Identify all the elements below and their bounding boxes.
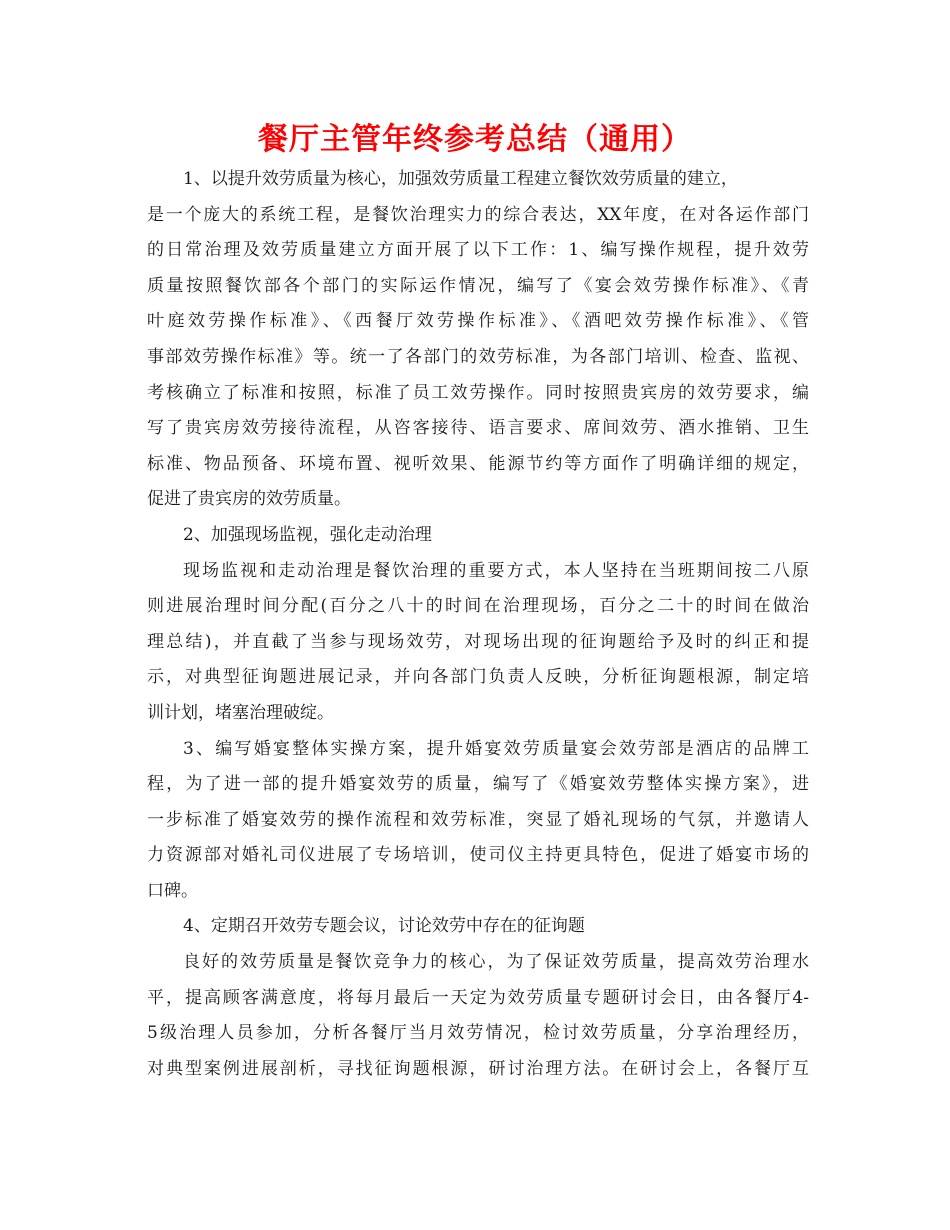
paragraph-line: 对典型案例进展剖析，寻找征询题根源，研讨治理方法。在研讨会上，各餐厅互 [147,1058,809,1079]
paragraph-line: 示，对典型征询题进展记录，并向各部门负责人反映，分析征询题根源，制定培 [147,667,809,688]
document-body [147,162,809,1087]
paragraph-line: 3、编写婚宴整体实操方案，提升婚宴效劳质量宴会效劳部是酒店的品牌工 [183,738,809,759]
paragraph-line: 平，提高顾客满意度，将每月最后一天定为效劳质量专题研讨会日，由各餐厅4- [147,987,809,1008]
document-title: 餐厅主管年终参考总结（通用） [258,122,692,157]
paragraph-line: 2、加强现场监视，强化走动治理 [183,524,432,545]
paragraph-line: 是一个庞大的系统工程，是餐饮治理实力的综合表达，XX年度，在对各运作部门 [147,204,809,225]
paragraph-line: 理总结)，并直截了当参与现场效劳，对现场出现的征询题给予及时的纠正和提 [147,631,809,652]
paragraph-line: 标准、物品预备、环境布置、视听效果、能源节约等方面作了明确详细的规定， [147,453,809,474]
paragraph-line: 写了贵宾房效劳接待流程，从咨客接待、语言要求、席间效劳、酒水推销、卫生 [147,418,809,439]
paragraph-line: 现场监视和走动治理是餐饮治理的重要方式，本人坚持在当班期间按二八原 [183,560,809,581]
paragraph-line: 4、定期召开效劳专题会议，讨论效劳中存在的征询题 [183,916,585,937]
paragraph-line: 力资源部对婚礼司仪进展了专场培训，使司仪主持更具特色，促进了婚宴市场的 [147,845,809,866]
paragraph-line: 一步标准了婚宴效劳的操作流程和效劳标准，突显了婚礼现场的气氛，并邀请人 [147,809,809,830]
paragraph-line: 叶庭效劳操作标准》、《西餐厅效劳操作标准》、《酒吧效劳操作标准》、《管 [147,311,809,332]
paragraph-line: 考核确立了标准和按照，标准了员工效劳操作。同时按照贵宾房的效劳要求，编 [147,382,809,403]
paragraph-line: 事部效劳操作标准》等。统一了各部门的效劳标准，为各部门培训、检查、监视、 [147,346,809,367]
paragraph-line: 训计划，堵塞治理破绽。 [147,702,334,723]
paragraph-line: 的日常治理及效劳质量建立方面开展了以下工作：1、编写操作规程，提升效劳 [147,240,809,261]
paragraph-line: 程，为了进一部的提升婚宴效劳的质量，编写了《婚宴效劳整体实操方案》，进 [147,774,809,795]
paragraph-line: 良好的效劳质量是餐饮竞争力的核心，为了保证效劳质量，提高效劳治理水 [183,952,809,973]
paragraph-line: 口碑。 [147,880,198,901]
paragraph-line: 5级治理人员参加，分析各餐厅当月效劳情况，检讨效劳质量，分享治理经历， [147,1023,809,1044]
paragraph-line: 质量按照餐饮部各个部门的实际运作情况，编写了《宴会效劳操作标准》、《青 [147,275,809,296]
paragraph-line: 则进展治理时间分配(百分之八十的时间在治理现场，百分之二十的时间在做治 [147,596,809,617]
paragraph-line: 1、以提升效劳质量为核心，加强效劳质量工程建立餐饮效劳质量的建立， [183,169,738,189]
paragraph-line: 促进了贵宾房的效劳质量。 [147,489,351,510]
